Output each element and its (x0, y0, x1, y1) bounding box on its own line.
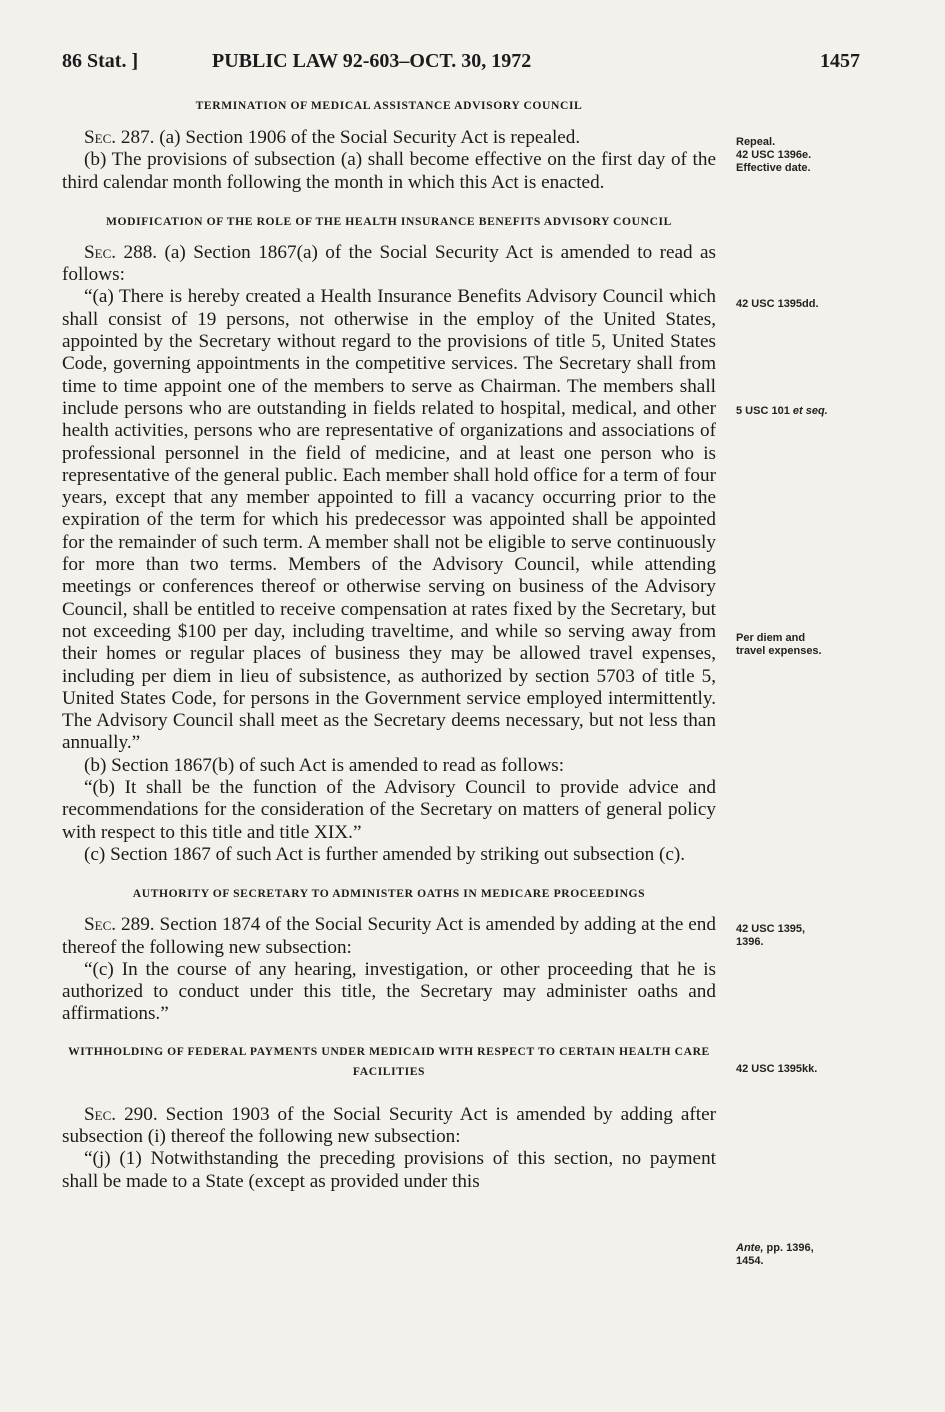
section-287-para-b: (b) The provisions of subsection (a) shall become effective on the first day of the third calendar month following the month in which this Act is enacted. (62, 149, 716, 193)
section-label: Sec. (84, 241, 117, 263)
margin-note-ante: Ante, pp. 1396, 1454. (736, 1242, 814, 1267)
margin-note-42usc1395: 42 USC 1395, 1396. (736, 923, 806, 948)
section-288-para-c: (c) Section 1867 of such Act is further amended by striking out subsection (c). (84, 843, 686, 865)
section-288-para-a: Sec. 288. (a) Section 1867(a) of the Social Security Act is amended to read as follows: (62, 241, 716, 286)
section-288-para-b: (b) Section 1867(b) of such Act is amended to read as follows: (84, 754, 565, 776)
section-287-para-a: Sec. 287. (a) Section 1906 of the Social Security Act is repealed. (84, 127, 581, 148)
section-288-quoted-a: “(a) There is hereby created a Health Insurance Benefits Advisory Council which shall consist of 19 persons, not otherwise in the employ of the United States, appointed by the Secretary without regard to the provisions of title 5, United States Code, governing appointments in the competitive services. The Secretary shall from time to time appoint one of the members to serve as Chairman. The members shall include persons who are outstanding in fields related to hospital, medical, and other health activities, persons who are representative of organizations and associations of professional personnel in the field of medicine, and at least one person who is representative of the general public. Each member shall hold office for a term of four years, except that any member appointed to fill a vacancy occurring prior to the expiration of the term for which his predecessor was appointed shall be appointed for the remainder of such term. A member shall not be eligible to serve continuously for more than two terms. Members of the Advisory Council, while attending meetings or conferences thereof or otherwise serving on business of the Advisory Council, shall be entitled to receive compensation at rates fixed by the Secretary, but not exceeding $100 per day, including traveltime, and while so serving away from their homes or regular places of business they may be allowed travel expenses, including per diem in lieu of subsistence, as authorized by section 5703 of title 5, United States Code, for persons in the Government service employed intermittently. The Advisory Council shall meet as the Secretary deems necessary, but not less than annually.” (62, 286, 716, 754)
section-289-quoted-c: “(c) In the course of any hearing, investigation, or other proceeding that he is authorized to conduct under this title, the Secretary may administer oaths and affirmations.” (62, 958, 716, 1025)
page-number: 1457 (820, 50, 860, 72)
section-289-heading: AUTHORITY OF SECRETARY TO ADMINISTER OATHS IN MEDICARE PROCEEDINGS (132, 887, 646, 901)
margin-note-5usc101: 5 USC 101 et seq. (736, 405, 828, 417)
running-header-volume: 86 Stat. ] (62, 50, 139, 72)
section-290-para: Sec. 290. Section 1903 of the Social Security Act is amended by adding after subsection (i) thereof the following new subsection: (62, 1103, 716, 1147)
section-label: Sec. (84, 1103, 117, 1125)
section-288-heading: MODIFICATION OF THE ROLE OF THE HEALTH INSURANCE BENEFITS ADVISORY COUNCIL (105, 214, 673, 228)
section-label: Sec. (84, 914, 117, 936)
section-289-para: Sec. 289. Section 1874 of the Social Security Act is amended by adding at the end thereof the following new subsection: (62, 914, 716, 958)
margin-note-42usc1395kk: 42 USC 1395kk. (736, 1063, 818, 1075)
section-290-heading: WITHHOLDING OF FEDERAL PAYMENTS UNDER MEDICAID WITH RESPECT TO CERTAIN HEALTH CARE FACILITIES (68, 1044, 710, 1078)
margin-note-per-diem: Per diem and travel expenses. (736, 632, 822, 657)
running-header-title: PUBLIC LAW 92-603–OCT. 30, 1972 (212, 50, 532, 72)
section-label: Sec. (84, 127, 117, 148)
section-288-quoted-b: “(b) It shall be the function of the Advisory Council to provide advice and recommendations for the consideration of the Secretary on matters of general policy with respect to this title and title XIX.” (62, 777, 716, 843)
margin-note-repeal: Repeal. 42 USC 1396e. Effective date. (736, 136, 812, 174)
section-287-heading: TERMINATION OF MEDICAL ASSISTANCE ADVISORY COUNCIL (195, 99, 583, 112)
margin-note-42usc1395dd: 42 USC 1395dd. (736, 298, 819, 310)
section-290-quoted-j: “(j) (1) Notwithstanding the preceding provisions of this section, no payment shall be made to a State (except as provided under this (62, 1148, 716, 1192)
main-text-column (62, 96, 716, 1193)
